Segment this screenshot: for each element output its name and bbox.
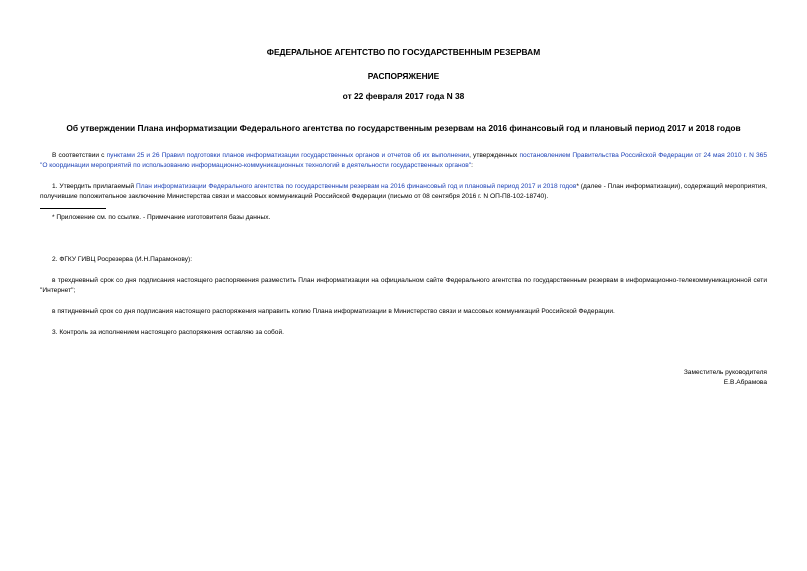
document-date-number: от 22 февраля 2017 года N 38 xyxy=(342,91,465,101)
preamble-text-2: , утвержденных xyxy=(469,152,520,159)
document-type-heading: РАСПОРЯЖЕНИЕ xyxy=(367,71,440,81)
preamble-text-1: В соответствии с xyxy=(52,152,107,159)
signatory-position: Заместитель руководителя xyxy=(683,369,767,376)
item-2b-paragraph: в пятидневный срок со дня подписания настоящего распоряжения направить копию Плана информатизации в Министерство связи и массовых коммуникаций Российской Федерации. xyxy=(52,308,615,315)
agency-heading: ФЕДЕРАЛЬНОЕ АГЕНТСТВО ПО ГОСУДАРСТВЕННЫМ РЕЗЕРВАМ xyxy=(266,47,541,57)
footnote-divider xyxy=(40,208,106,209)
resolution-link[interactable]: постановлением Правительства Российской Федерации от 24 мая 2010 г. N 365 "О координации мероприятий по использованию информационно-коммуникационных технологий в деятельности государственных органов" xyxy=(40,152,767,169)
item-1-text-2: * (далее - План информатизации), содержащий мероприятия, получившие положительное заключение Министерства связи и массовых коммуникаций Российской Федерации (письмо от 08 сентября 2016 г. N ОП-П8-102-18740). xyxy=(40,183,767,200)
item-3-paragraph: 3. Контроль за исполнением настоящего распоряжения оставляю за собой. xyxy=(52,329,284,336)
informatization-plan-link[interactable]: План информатизации Федерального агентства по государственным резервам на 2016 финансовый год и плановый период 2017 и 2018 годов xyxy=(135,183,577,190)
rules-link[interactable]: пунктами 25 и 26 Правил подготовки планов информатизации государственных органов и отчетов об их выполнении xyxy=(106,152,470,159)
preamble-text-3: : xyxy=(471,162,473,169)
preamble-paragraph xyxy=(40,151,767,171)
document-title: Об утверждении Плана информатизации Федерального агентства по государственным резервам на 2016 финансовый год и плановый период 2017 и 2018 годов xyxy=(66,123,741,133)
item-2-paragraph: 2. ФГКУ ГИВЦ Росрезерва (И.Н.Парамонову): xyxy=(52,256,193,263)
item-2a-paragraph: в трехдневный срок со дня подписания настоящего распоряжения разместить План информатизации на официальном сайте Федерального агентства по государственным резервам в информационно-телекоммуникационной сети "Интернет"; xyxy=(40,277,767,294)
signatory-name: Е.В.Абрамова xyxy=(723,379,767,386)
item-1-text-1: 1. Утвердить прилагаемый xyxy=(52,183,136,190)
footnote: * Приложение см. по ссылке. - Примечание изготовителя базы данных. xyxy=(52,214,271,221)
item-1-paragraph xyxy=(40,182,767,202)
